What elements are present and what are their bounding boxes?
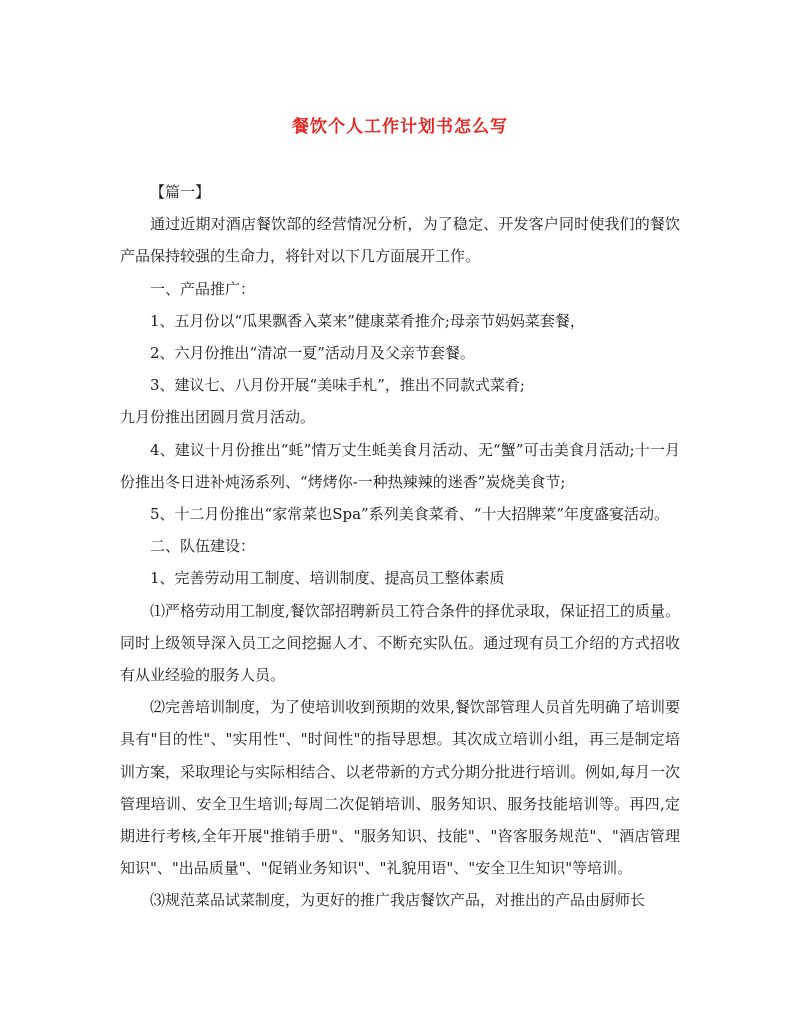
list-item: 1、完善劳动用工制度、培训制度、提高员工整体素质 bbox=[150, 569, 505, 588]
section-heading: 【篇一】 bbox=[150, 183, 211, 201]
paragraph: ⑶规范菜品试菜制度，为更好的推广我店餐饮产品，对推出的产品由厨师长 bbox=[150, 891, 646, 910]
list-item: 1、五月份以“瓜果飘香入菜来”健康菜肴推介;母亲节妈妈菜套餐， bbox=[150, 311, 585, 330]
list-item: 4、建议十月份推出“蚝”情万丈生蚝美食月活动、无“蟹”可击美食月活动;十一月份推出冬日进补炖汤系列、“烤烤你-一种热辣辣的迷香”炭烧美食节; bbox=[120, 440, 680, 491]
document-title: 餐饮个人工作计划书怎么写 bbox=[292, 117, 508, 137]
paragraph: 九月份推出团圆月赏月活动。 bbox=[120, 408, 316, 427]
list-item: 2、六月份推出“清凉一夏”活动月及父亲节套餐。 bbox=[150, 344, 475, 363]
list-item: 5、十二月份推出“家常菜也Spa”系列美食菜肴、“十大招牌菜”年度盛宴活动。 bbox=[150, 505, 670, 524]
section-heading: 二、队伍建设： bbox=[150, 537, 256, 556]
document-body bbox=[120, 176, 680, 917]
paragraph: ⑵完善培训制度，为了使培训收到预期的效果,餐饮部管理人员首先明确了培训要具有"目的性"、"实用性"、"时间性"的指导思想。其次成立培训小组，再三是制定培训方案，采取理论与实际相结合、以老带新的方式分期分批进行培训。例如,每月一次管理培训、安全卫生培训;每周二次促销培训、服务知识、服务技能培训等。再四,定期进行考核,全年开展"推销手册"、"服务知识、技能"、"咨客服务规范"、"酒店管理知识"、"出品质量"、"促销业务知识"、"礼貌用语"、"安全卫生知识"等培训。 bbox=[120, 698, 680, 878]
section-heading: 一、产品推广： bbox=[150, 279, 256, 298]
paragraph: ⑴严格劳动用工制度,餐饮部招聘新员工符合条件的择优录取，保证招工的质量。同时上级领导深入员工之间挖掘人才、不断充实队伍。通过现有员工介绍的方式招收有从业经验的服务人员。 bbox=[120, 601, 680, 685]
list-item: 3、建议七、八月份开展“美味手札”，推出不同款式菜肴; bbox=[150, 376, 525, 395]
paragraph: 通过近期对酒店餐饮部的经营情况分析，为了稳定、开发客户同时使我们的餐饮产品保持较强的生命力，将针对以下几方面展开工作。 bbox=[120, 215, 680, 266]
